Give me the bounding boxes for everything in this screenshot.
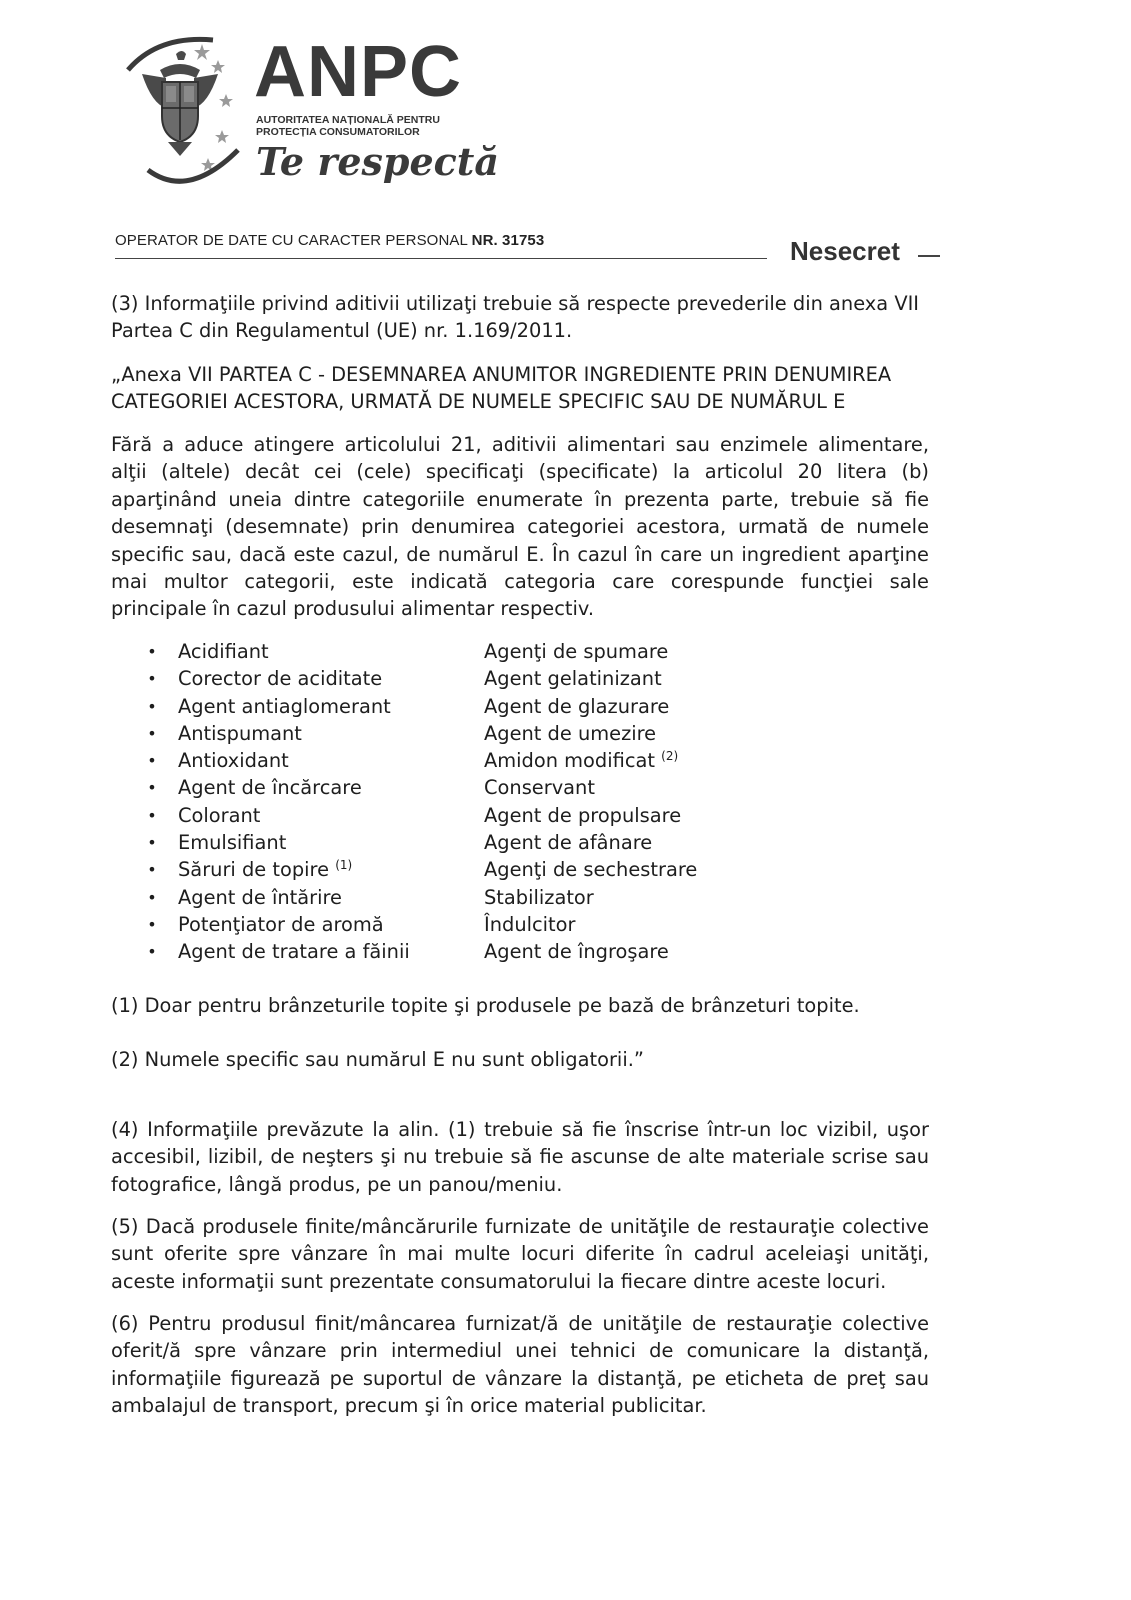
category-right <box>484 802 681 829</box>
category-left <box>178 720 302 747</box>
category-right <box>484 829 652 856</box>
category-left-label: Emulsifiant <box>178 831 287 855</box>
list-item <box>146 665 766 692</box>
bullet-icon: • <box>147 751 157 771</box>
list-item <box>146 638 766 665</box>
paragraph-6: (6) Pentru produsul finit/mâncarea furnizat/ă de unităţile de restauraţie colective oferit/ă spre vânzare prin intermediul unei tehnici de comunicare la distanţă, informaţiile figurează pe suportul de vânzare la distanţă, pe eticheta de preţ sau ambalajul de transport, precum şi în orice material publicitar. <box>111 1312 929 1418</box>
category-right-label: Amidon modificat <box>484 749 655 773</box>
category-right-label: Agent de afânare <box>484 831 653 855</box>
category-right <box>484 693 669 720</box>
list-item <box>146 720 766 747</box>
category-right-label: Agenţi de spumare <box>484 640 669 663</box>
logo-full-name-line1: AUTORITATEA NAȚIONALĂ PENTRU <box>256 114 440 126</box>
category-left-label: Corector de aciditate <box>178 667 383 691</box>
category-left <box>178 829 286 856</box>
list-item <box>146 747 766 774</box>
logo-acronym: ANPC <box>254 32 463 112</box>
category-left-label: Agent de încărcare <box>178 776 362 800</box>
category-left-label: Agent de întărire <box>178 885 342 909</box>
list-item <box>146 938 766 965</box>
annex-title: „Anexa VII PARTEA C - DESEMNAREA ANUMITOR INGREDIENTE PRIN DENUMIREA CATEGORIEI ACESTORA, URMATĂ DE NUMELE SPECIFIC SAU DE NUMĂRUL E <box>111 363 892 414</box>
category-left <box>178 938 410 965</box>
category-left-label: Antioxidant <box>178 749 289 773</box>
category-left <box>178 638 269 665</box>
list-item <box>146 829 766 856</box>
operator-number: NR. 31753 <box>471 232 545 249</box>
category-left-label: Potenţiator de aromă <box>178 912 384 936</box>
category-left-label: Colorant <box>178 803 261 827</box>
category-right-label: Conservant <box>484 776 595 800</box>
category-right-label: Agent de îngroşare <box>484 940 669 964</box>
list-item <box>146 884 766 911</box>
bullet-icon: • <box>147 696 157 716</box>
bullet-icon: • <box>147 723 157 743</box>
bullet-icon: • <box>147 887 157 907</box>
category-left <box>178 856 352 883</box>
logo-full-name-line2: PROTECȚIA CONSUMATORILOR <box>256 126 420 138</box>
category-right-label: Agent de umezire <box>484 721 657 745</box>
anpc-emblem-icon <box>118 30 246 192</box>
category-right <box>484 638 668 665</box>
category-right-label: Agenţi de sechestrare <box>484 858 698 882</box>
logo-slogan: Te respectă <box>256 139 499 184</box>
category-right-label: Agent de propulsare <box>484 803 682 827</box>
bullet-icon: • <box>147 942 157 962</box>
list-item <box>146 856 766 883</box>
category-right <box>484 774 595 801</box>
category-left-label: Săruri de topire <box>178 858 330 882</box>
category-right-label: Stabilizator <box>484 885 594 909</box>
classification-dash <box>918 255 940 257</box>
category-right <box>484 856 697 883</box>
category-right <box>484 938 669 965</box>
bullet-icon: • <box>147 914 157 934</box>
header-divider <box>115 258 767 259</box>
operator-line <box>115 232 544 249</box>
category-left-label: Agent de tratare a făinii <box>178 940 410 964</box>
category-left <box>178 774 362 801</box>
operator-label: OPERATOR DE DATE CU CARACTER PERSONAL <box>115 232 468 249</box>
logo-full-name <box>256 114 496 138</box>
category-right <box>484 747 678 774</box>
footnote-2: (2) Numele specific sau numărul E nu sunt obligatorii.” <box>111 1048 644 1071</box>
paragraph-4: (4) Informaţiile prevăzute la alin. (1) trebuie să fie înscrise într-un loc vizibil, uşor accesibil, lizibil, de neşters şi nu trebuie să fie ascunse de alte materiale scrise sau fotografice, lângă produs, pe un panou/meniu. <box>111 1118 929 1196</box>
category-right-label: Agent de glazurare <box>484 694 670 718</box>
category-left-label: Antispumant <box>178 721 302 745</box>
footnote-ref: (1) <box>335 858 353 873</box>
paragraph-5: (5) Dacă produsele finite/mâncărurile furnizate de unităţile de restauraţie colective sunt oferite spre vânzare în mai multe locuri diferite în cadrul aceleiaşi unităţi, aceste informaţii sunt prezentate consumatorului la fiecare dintre aceste locuri. <box>111 1215 929 1293</box>
category-left <box>178 884 342 911</box>
category-left <box>178 665 382 692</box>
category-right-label: Îndulcitor <box>484 912 576 936</box>
list-item <box>146 802 766 829</box>
category-right-label: Agent gelatinizant <box>484 667 662 691</box>
categories-list <box>146 638 766 966</box>
bullet-icon: • <box>147 860 157 880</box>
bullet-icon: • <box>147 833 157 853</box>
category-left-label: Agent antiaglomerant <box>178 694 391 718</box>
bullet-icon: • <box>147 642 157 661</box>
category-left <box>178 802 260 829</box>
bullet-icon: • <box>147 778 157 798</box>
list-item <box>146 774 766 801</box>
category-left <box>178 911 384 938</box>
category-left-label: Acidifiant <box>178 640 269 663</box>
category-right <box>484 911 575 938</box>
paragraph-3: (3) Informaţiile privind aditivii utilizaţi trebuie să respecte prevederile din anexa VII Partea C din Regulamentul (UE) nr. 1.169/2011. <box>111 292 920 343</box>
category-right <box>484 665 662 692</box>
category-right <box>484 884 594 911</box>
list-item <box>146 911 766 938</box>
bullet-icon: • <box>147 669 157 689</box>
footnote-ref: (2) <box>661 749 679 764</box>
list-item <box>146 693 766 720</box>
annex-text: Fără a aduce atingere articolului 21, aditivii alimentari sau enzimele alimentare, alţii (altele) decât cei (cele) specificaţi (specificate) la articolul 20 litera (b) aparţinând uneia dintre categoriile enumerate în prezenta parte, trebuie să fie desemnaţi (desemnate) prin denumirea categoriei acestora, urmată de numele specific sau, dacă este cazul, de numărul E. În cazul în care un ingredient aparţine mai multor categorii, este indicată categoria care corespunde funcţiei sale principale în cazul produsului alimentar respectiv. <box>111 433 929 621</box>
category-left <box>178 747 289 774</box>
category-right <box>484 720 656 747</box>
bullet-icon: • <box>147 805 157 825</box>
classification-label: Nesecret <box>790 236 900 266</box>
footnote-1: (1) Doar pentru brânzeturile topite şi produsele pe bază de brânzeturi topite. <box>111 994 860 1017</box>
category-left <box>178 693 391 720</box>
